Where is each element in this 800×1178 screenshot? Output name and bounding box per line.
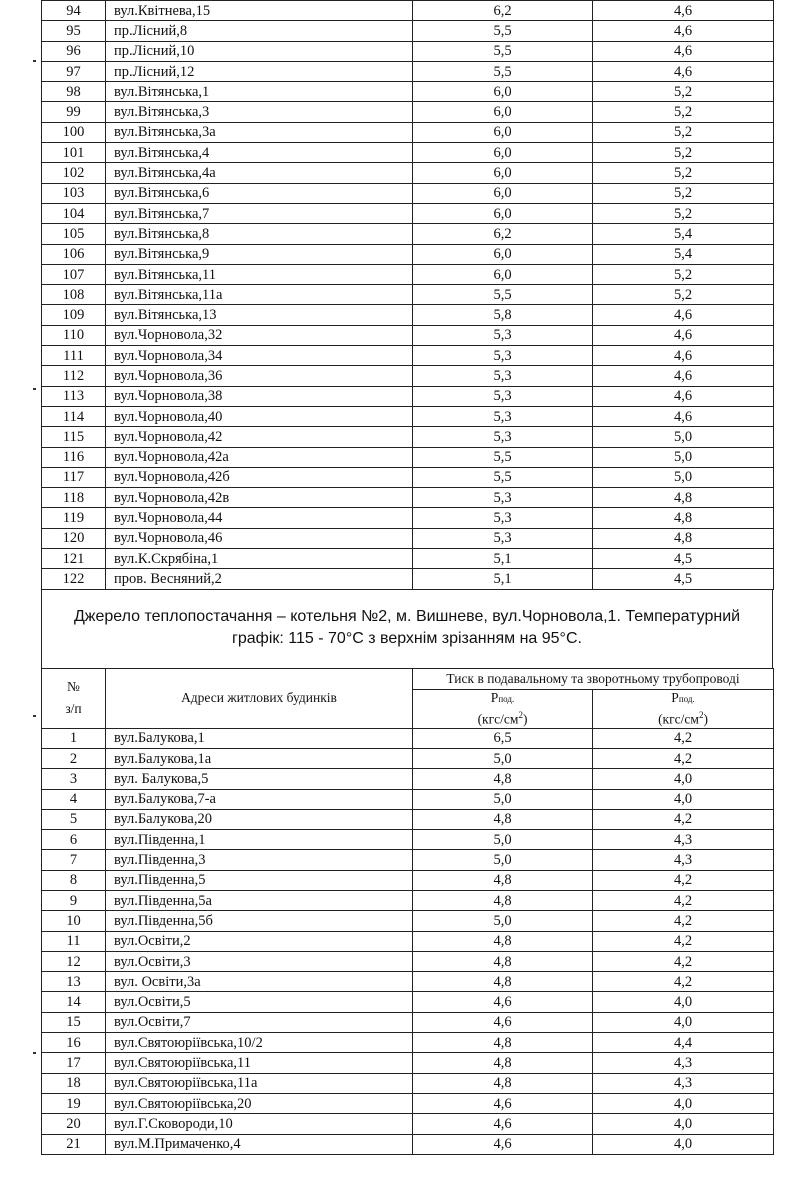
table-row [42,1012,774,1032]
supply-pressure-cell: 4,8 [413,951,593,971]
return-pressure-cell: 4,2 [593,728,774,748]
unit-sup: 2 [698,709,704,720]
return-pressure-cell: 4,5 [593,549,774,569]
return-pressure-cell: 4,2 [593,972,774,992]
return-pressure-cell: 4,0 [593,992,774,1012]
row-number: 105 [42,224,106,244]
address-cell: вул.Вітянська,8 [106,224,413,244]
supply-pressure-cell: 5,3 [413,406,593,426]
row-number: 6 [42,830,106,850]
row-number: 115 [42,427,106,447]
supply-pressure-cell: 5,5 [413,21,593,41]
return-pressure-cell: 5,2 [593,285,774,305]
return-pressure-cell: 5,2 [593,183,774,203]
address-cell: вул.Південна,5 [106,870,413,890]
address-cell: вул.Вітянська,13 [106,305,413,325]
supply-pressure-cell: 5,5 [413,285,593,305]
table-row [42,1053,774,1073]
address-cell: вул.Південна,1 [106,830,413,850]
return-pressure-cell: 5,2 [593,264,774,284]
supply-pressure-cell: 6,2 [413,1,593,21]
return-pressure-cell: 4,8 [593,528,774,548]
return-pressure-cell: 4,3 [593,830,774,850]
table-row [42,82,774,102]
address-cell: вул.Чорновола,42в [106,488,413,508]
table-row [42,183,774,203]
row-number: 95 [42,21,106,41]
unit-text: (кгс/см [658,711,699,727]
header-number-line1: № [67,679,80,695]
return-pressure-cell: 5,4 [593,244,774,264]
table-row [42,789,774,809]
supply-pressure-cell: 4,8 [413,1033,593,1053]
row-number: 13 [42,972,106,992]
row-number: 9 [42,890,106,910]
return-pressure-cell: 4,6 [593,1,774,21]
table-row [42,21,774,41]
address-cell: вул.Вітянська,7 [106,203,413,223]
table-row [42,305,774,325]
return-pressure-cell: 4,3 [593,1053,774,1073]
supply-pressure-cell: 5,0 [413,830,593,850]
header-address: Адреси житлових будинків [106,668,413,728]
row-number: 121 [42,549,106,569]
table-row [42,427,774,447]
supply-pressure-cell: 6,5 [413,728,593,748]
table-row [42,122,774,142]
address-cell: вул.Чорновола,46 [106,528,413,548]
address-cell: вул.Чорновола,36 [106,366,413,386]
unit-close: ) [703,711,708,727]
table-body [42,1,774,590]
address-cell: вул.Чорновола,42 [106,427,413,447]
address-cell: пр.Лісний,10 [106,41,413,61]
p-letter: P [671,689,679,705]
return-pressure-cell: 4,8 [593,508,774,528]
return-pressure-cell: 5,0 [593,427,774,447]
return-pressure-cell: 4,3 [593,850,774,870]
address-cell: пр.Лісний,12 [106,61,413,81]
return-pressure-cell: 4,2 [593,890,774,910]
supply-pressure-cell: 6,0 [413,82,593,102]
address-cell: вул.Балукова,7-а [106,789,413,809]
table-row [42,931,774,951]
row-number: 14 [42,992,106,1012]
unit-sup: 2 [518,709,523,720]
row-number: 18 [42,1073,106,1093]
header-return-pressure [593,689,774,728]
address-cell: вул.Вітянська,6 [106,183,413,203]
margin-mark [33,1052,36,1054]
address-cell: вул.Вітянська,9 [106,244,413,264]
return-pressure-cell: 4,6 [593,305,774,325]
table-row [42,163,774,183]
row-number: 118 [42,488,106,508]
supply-pressure-cell: 4,8 [413,809,593,829]
row-number: 96 [42,41,106,61]
address-cell: вул.Вітянська,4а [106,163,413,183]
address-cell: вул.Вітянська,3а [106,122,413,142]
return-pressure-cell: 4,2 [593,951,774,971]
row-number: 99 [42,102,106,122]
row-number: 11 [42,931,106,951]
p-letter: P [490,689,499,705]
unit-close: ) [522,711,528,727]
header-supply-pressure [413,689,593,728]
supply-pressure-cell: 5,0 [413,911,593,931]
row-number: 112 [42,366,106,386]
table-row [42,41,774,61]
row-number: 8 [42,870,106,890]
row-number: 110 [42,325,106,345]
table-row [42,1093,774,1113]
supply-pressure-cell: 4,6 [413,1114,593,1134]
supply-pressure-cell: 5,3 [413,346,593,366]
table-boiler-2 [41,668,774,1155]
margin-mark [33,388,36,390]
supply-pressure-cell: 5,3 [413,528,593,548]
address-cell: вул.Освіти,5 [106,992,413,1012]
address-cell: вул.Вітянська,3 [106,102,413,122]
table-row [42,769,774,789]
row-number: 17 [42,1053,106,1073]
supply-pressure-cell: 4,8 [413,769,593,789]
address-cell: вул.Святоюріївська,10/2 [106,1033,413,1053]
row-number: 94 [42,1,106,21]
return-pressure-cell: 4,4 [593,1033,774,1053]
table-row [42,1073,774,1093]
address-cell: вул.Чорновола,42а [106,447,413,467]
table-row [42,911,774,931]
supply-pressure-cell: 6,0 [413,122,593,142]
return-pressure-cell: 5,4 [593,224,774,244]
address-cell: вул.Чорновола,44 [106,508,413,528]
row-number: 103 [42,183,106,203]
address-cell: вул.Вітянська,4 [106,143,413,163]
header-number-line2: з/п [65,701,82,717]
address-cell: пр.Лісний,8 [106,21,413,41]
address-cell: вул.Освіти,3 [106,951,413,971]
table-row [42,467,774,487]
row-number: 108 [42,285,106,305]
return-pressure-cell: 4,0 [593,769,774,789]
table-row [42,366,774,386]
row-number: 111 [42,346,106,366]
address-cell: вул.Освіти,7 [106,1012,413,1032]
address-cell: вул.Святоюріївська,11а [106,1073,413,1093]
return-pressure-cell: 5,2 [593,143,774,163]
return-pressure-cell: 5,2 [593,163,774,183]
supply-pressure-cell: 5,5 [413,447,593,467]
margin-mark [33,60,36,62]
table-row [42,850,774,870]
section-title [41,590,773,668]
row-number: 98 [42,82,106,102]
address-cell: вул.Вітянська,11а [106,285,413,305]
table-row [42,203,774,223]
row-number: 20 [42,1114,106,1134]
table-header-row [42,668,774,689]
table-row [42,728,774,748]
return-pressure-cell: 4,6 [593,406,774,426]
table-row [42,285,774,305]
table-row [42,569,774,589]
table-body [42,728,774,1154]
address-cell: вул.Балукова,20 [106,809,413,829]
return-pressure-cell: 4,8 [593,488,774,508]
row-number: 97 [42,61,106,81]
return-pressure-cell: 4,2 [593,809,774,829]
return-pressure-cell: 4,2 [593,931,774,951]
row-number: 122 [42,569,106,589]
row-number: 10 [42,911,106,931]
supply-pressure-cell: 4,8 [413,931,593,951]
table-row [42,346,774,366]
supply-pressure-cell: 5,3 [413,488,593,508]
return-pressure-cell: 5,0 [593,447,774,467]
address-cell: вул.Чорновола,40 [106,406,413,426]
supply-pressure-cell: 6,0 [413,163,593,183]
supply-pressure-cell: 5,0 [413,748,593,768]
return-pressure-cell: 4,6 [593,61,774,81]
row-number: 113 [42,386,106,406]
address-cell: вул.М.Примаченко,4 [106,1134,413,1154]
supply-pressure-cell: 4,6 [413,1012,593,1032]
return-pressure-cell: 4,0 [593,1012,774,1032]
address-cell: вул.Балукова,1 [106,728,413,748]
table-row [42,102,774,122]
table-row [42,992,774,1012]
row-number: 109 [42,305,106,325]
return-pressure-cell: 5,2 [593,82,774,102]
document-page [41,0,773,1155]
supply-pressure-cell: 6,2 [413,224,593,244]
unit-text: (кгс/см [477,711,519,727]
row-number: 106 [42,244,106,264]
table-row [42,1,774,21]
supply-pressure-cell: 4,8 [413,890,593,910]
supply-pressure-cell: 4,8 [413,1073,593,1093]
address-cell: вул.Чорновола,42б [106,467,413,487]
supply-pressure-cell: 5,5 [413,467,593,487]
table-row [42,748,774,768]
supply-pressure-cell: 4,6 [413,992,593,1012]
supply-pressure-cell: 5,3 [413,508,593,528]
address-cell: вул. Балукова,5 [106,769,413,789]
return-pressure-cell: 4,0 [593,1093,774,1113]
supply-pressure-cell: 6,0 [413,143,593,163]
return-pressure-cell: 4,0 [593,789,774,809]
p-subscript: под. [678,693,695,704]
table-row [42,830,774,850]
row-number: 16 [42,1033,106,1053]
row-number: 120 [42,528,106,548]
table-row [42,870,774,890]
table-row [42,447,774,467]
return-pressure-cell: 5,2 [593,102,774,122]
row-number: 100 [42,122,106,142]
supply-pressure-cell: 5,1 [413,549,593,569]
address-cell: вул.Балукова,1а [106,748,413,768]
address-cell: вул.Вітянська,1 [106,82,413,102]
address-cell: вул.Південна,5б [106,911,413,931]
return-pressure-cell: 4,6 [593,366,774,386]
supply-pressure-cell: 5,3 [413,386,593,406]
supply-pressure-cell: 6,0 [413,183,593,203]
supply-pressure-cell: 6,0 [413,102,593,122]
table-row [42,143,774,163]
supply-pressure-cell: 5,3 [413,325,593,345]
address-cell: вул.Квітнева,15 [106,1,413,21]
table-row [42,386,774,406]
address-cell: вул.Чорновола,34 [106,346,413,366]
supply-pressure-cell: 6,0 [413,244,593,264]
return-pressure-cell: 4,3 [593,1073,774,1093]
supply-pressure-cell: 6,0 [413,203,593,223]
return-pressure-cell: 5,2 [593,203,774,223]
p-subscript: под. [498,693,515,704]
supply-pressure-cell: 5,0 [413,850,593,870]
supply-pressure-cell: 4,8 [413,870,593,890]
return-pressure-cell: 4,0 [593,1134,774,1154]
table-row [42,972,774,992]
table-row [42,61,774,81]
row-number: 101 [42,143,106,163]
address-cell: вул.Чорновола,38 [106,386,413,406]
table-row [42,951,774,971]
address-cell: вул. Освіти,3а [106,972,413,992]
supply-pressure-cell: 5,3 [413,366,593,386]
table-row [42,1134,774,1154]
row-number: 1 [42,728,106,748]
address-cell: вул.Г.Сковороди,10 [106,1114,413,1134]
row-number: 117 [42,467,106,487]
table-row [42,224,774,244]
return-pressure-cell: 4,2 [593,748,774,768]
table-row [42,325,774,345]
row-number: 116 [42,447,106,467]
address-cell: вул.Вітянська,11 [106,264,413,284]
supply-pressure-cell: 5,3 [413,427,593,447]
supply-pressure-cell: 6,0 [413,264,593,284]
supply-pressure-cell: 5,5 [413,61,593,81]
return-pressure-cell: 4,6 [593,386,774,406]
return-pressure-cell: 4,6 [593,346,774,366]
address-cell: пров. Весняний,2 [106,569,413,589]
supply-pressure-cell: 5,5 [413,41,593,61]
row-number: 7 [42,850,106,870]
return-pressure-cell: 4,6 [593,325,774,345]
supply-pressure-cell: 4,6 [413,1093,593,1113]
supply-pressure-cell: 5,8 [413,305,593,325]
row-number: 102 [42,163,106,183]
address-cell: вул.К.Скрябіна,1 [106,549,413,569]
supply-pressure-cell: 5,1 [413,569,593,589]
header-pressure: Тиск в подавальному та зворотньому трубопроводі [413,668,774,689]
row-number: 107 [42,264,106,284]
row-number: 21 [42,1134,106,1154]
row-number: 5 [42,809,106,829]
table-row [42,488,774,508]
table-row [42,809,774,829]
table-row [42,406,774,426]
header-number [42,668,106,728]
table-boiler-1-continued [41,0,774,590]
table-row [42,1033,774,1053]
row-number: 119 [42,508,106,528]
table-row [42,244,774,264]
table-row [42,508,774,528]
table-row [42,549,774,569]
supply-pressure-cell: 4,6 [413,1134,593,1154]
return-pressure-cell: 4,6 [593,41,774,61]
return-pressure-cell: 4,2 [593,911,774,931]
supply-pressure-cell: 4,8 [413,972,593,992]
return-pressure-cell: 4,6 [593,21,774,41]
row-number: 4 [42,789,106,809]
address-cell: вул.Освіти,2 [106,931,413,951]
margin-mark [33,715,36,717]
return-pressure-cell: 4,2 [593,870,774,890]
section-title-text: Джерело теплопостачання – котельня №2, м. Вишневе, вул.Чорновола,1. Температурний графік: 115 - 70°С з верхнім зрізанням на 95°С. [73,607,741,647]
return-pressure-cell: 5,0 [593,467,774,487]
row-number: 104 [42,203,106,223]
row-number: 2 [42,748,106,768]
table-row [42,1114,774,1134]
supply-pressure-cell: 4,8 [413,1053,593,1073]
return-pressure-cell: 4,5 [593,569,774,589]
row-number: 12 [42,951,106,971]
address-cell: вул.Чорновола,32 [106,325,413,345]
table-row [42,264,774,284]
address-cell: вул.Південна,3 [106,850,413,870]
return-pressure-cell: 4,0 [593,1114,774,1134]
row-number: 114 [42,406,106,426]
row-number: 19 [42,1093,106,1113]
table-row [42,528,774,548]
row-number: 15 [42,1012,106,1032]
address-cell: вул.Святоюріївська,11 [106,1053,413,1073]
table-row [42,890,774,910]
supply-pressure-cell: 5,0 [413,789,593,809]
return-pressure-cell: 5,2 [593,122,774,142]
address-cell: вул.Святоюріївська,20 [106,1093,413,1113]
row-number: 3 [42,769,106,789]
address-cell: вул.Південна,5а [106,890,413,910]
